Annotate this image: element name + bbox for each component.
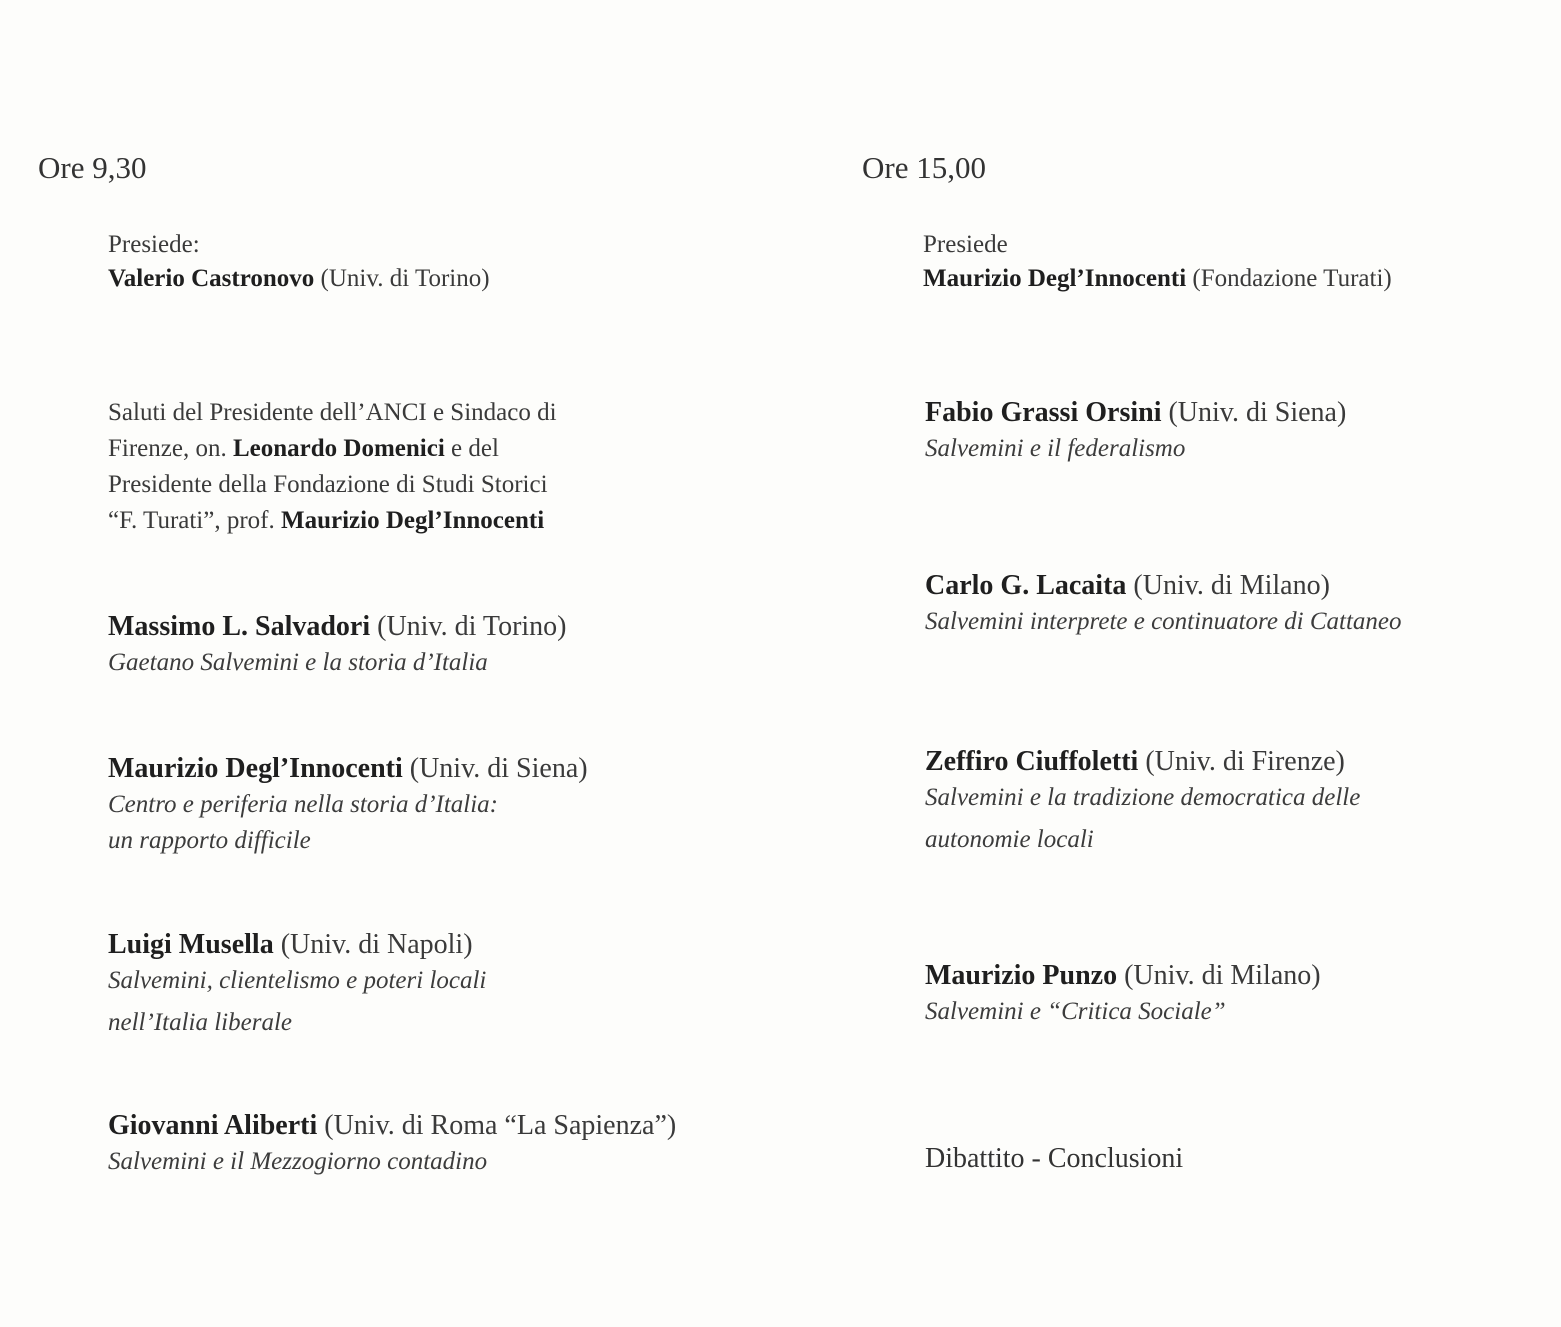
afternoon-chair-label: Presiede <box>923 231 1008 258</box>
speaker-name: Fabio Grassi Orsini <box>925 397 1162 428</box>
morning-talk <box>108 1108 676 1180</box>
speaker-name: Maurizio Degl’Innocenti <box>108 753 403 784</box>
morning-chair-affiliation: (Univ. di Torino) <box>320 265 490 292</box>
morning-time: Ore 9,30 <box>38 150 147 185</box>
speaker-affiliation: (Univ. di Milano) <box>1133 570 1330 601</box>
afternoon-chair <box>923 228 1392 296</box>
afternoon-talk <box>925 568 1402 640</box>
afternoon-talk <box>925 395 1346 467</box>
speaker-name: Massimo L. Salvadori <box>108 611 371 642</box>
talk-title: Salvemini, clientelismo e poteri locali <box>108 967 487 994</box>
greetings-line: Presidente della Fondazione di Studi Storici <box>108 471 548 498</box>
speaker-name: Zeffiro Ciuffoletti <box>925 746 1139 777</box>
talk-title: Salvemini interprete e continuatore di Cattaneo <box>925 608 1402 635</box>
talk-title: Salvemini e la tradizione democratica delle <box>925 784 1361 811</box>
speaker-name: Carlo G. Lacaita <box>925 570 1127 601</box>
speaker-name: Giovanni Aliberti <box>108 1110 318 1141</box>
greetings-line: “F. Turati”, prof. Maurizio Degl’Innocenti <box>108 507 545 534</box>
morning-talk <box>108 927 486 1041</box>
talk-title: Salvemini e il federalismo <box>925 435 1186 462</box>
afternoon-talk <box>925 958 1321 1030</box>
morning-chair <box>108 228 490 296</box>
speaker-affiliation: (Univ. di Firenze) <box>1145 746 1345 777</box>
talk-title: Gaetano Salvemini e la storia d’Italia <box>108 649 488 676</box>
speaker-affiliation: (Univ. di Napoli) <box>280 929 473 960</box>
morning-talk <box>108 609 567 681</box>
afternoon-chair-name: Maurizio Degl’Innocenti <box>923 265 1187 292</box>
speaker-name: Maurizio Punzo <box>925 960 1118 991</box>
talk-title: Salvemini e “Critica Sociale” <box>925 998 1226 1025</box>
morning-talk <box>108 751 588 859</box>
speaker-affiliation: (Univ. di Roma “La Sapienza”) <box>324 1110 677 1141</box>
talk-title: Salvemini e il Mezzogiorno contadino <box>108 1148 488 1175</box>
closing-debate: Dibattito - Conclusioni <box>925 1143 1184 1174</box>
afternoon-time: Ore 15,00 <box>862 150 986 185</box>
speaker-affiliation: (Univ. di Siena) <box>1168 397 1347 428</box>
talk-title-cont: un rapporto difficile <box>108 827 311 854</box>
greetings-line: Saluti del Presidente dell’ANCI e Sindaco di <box>108 399 557 426</box>
speaker-affiliation: (Univ. di Siena) <box>409 753 588 784</box>
greetings-name: Maurizio Degl’Innocenti <box>281 507 545 534</box>
afternoon-talk <box>925 744 1360 858</box>
speaker-affiliation: (Univ. di Torino) <box>377 611 567 642</box>
talk-title-cont: nell’Italia liberale <box>108 1009 292 1036</box>
welcome-greetings <box>108 395 557 539</box>
talk-title-cont: autonomie locali <box>925 826 1094 853</box>
talk-title: Centro e periferia nella storia d’Italia: <box>108 791 499 818</box>
greetings-line: Firenze, on. Leonardo Domenici e del <box>108 435 499 462</box>
speaker-name: Luigi Musella <box>108 929 274 960</box>
morning-chair-name: Valerio Castronovo <box>108 265 315 292</box>
morning-chair-label: Presiede: <box>108 231 200 258</box>
speaker-affiliation: (Univ. di Milano) <box>1124 960 1321 991</box>
greetings-name: Leonardo Domenici <box>232 435 445 462</box>
afternoon-chair-affiliation: (Fondazione Turati) <box>1192 265 1392 292</box>
